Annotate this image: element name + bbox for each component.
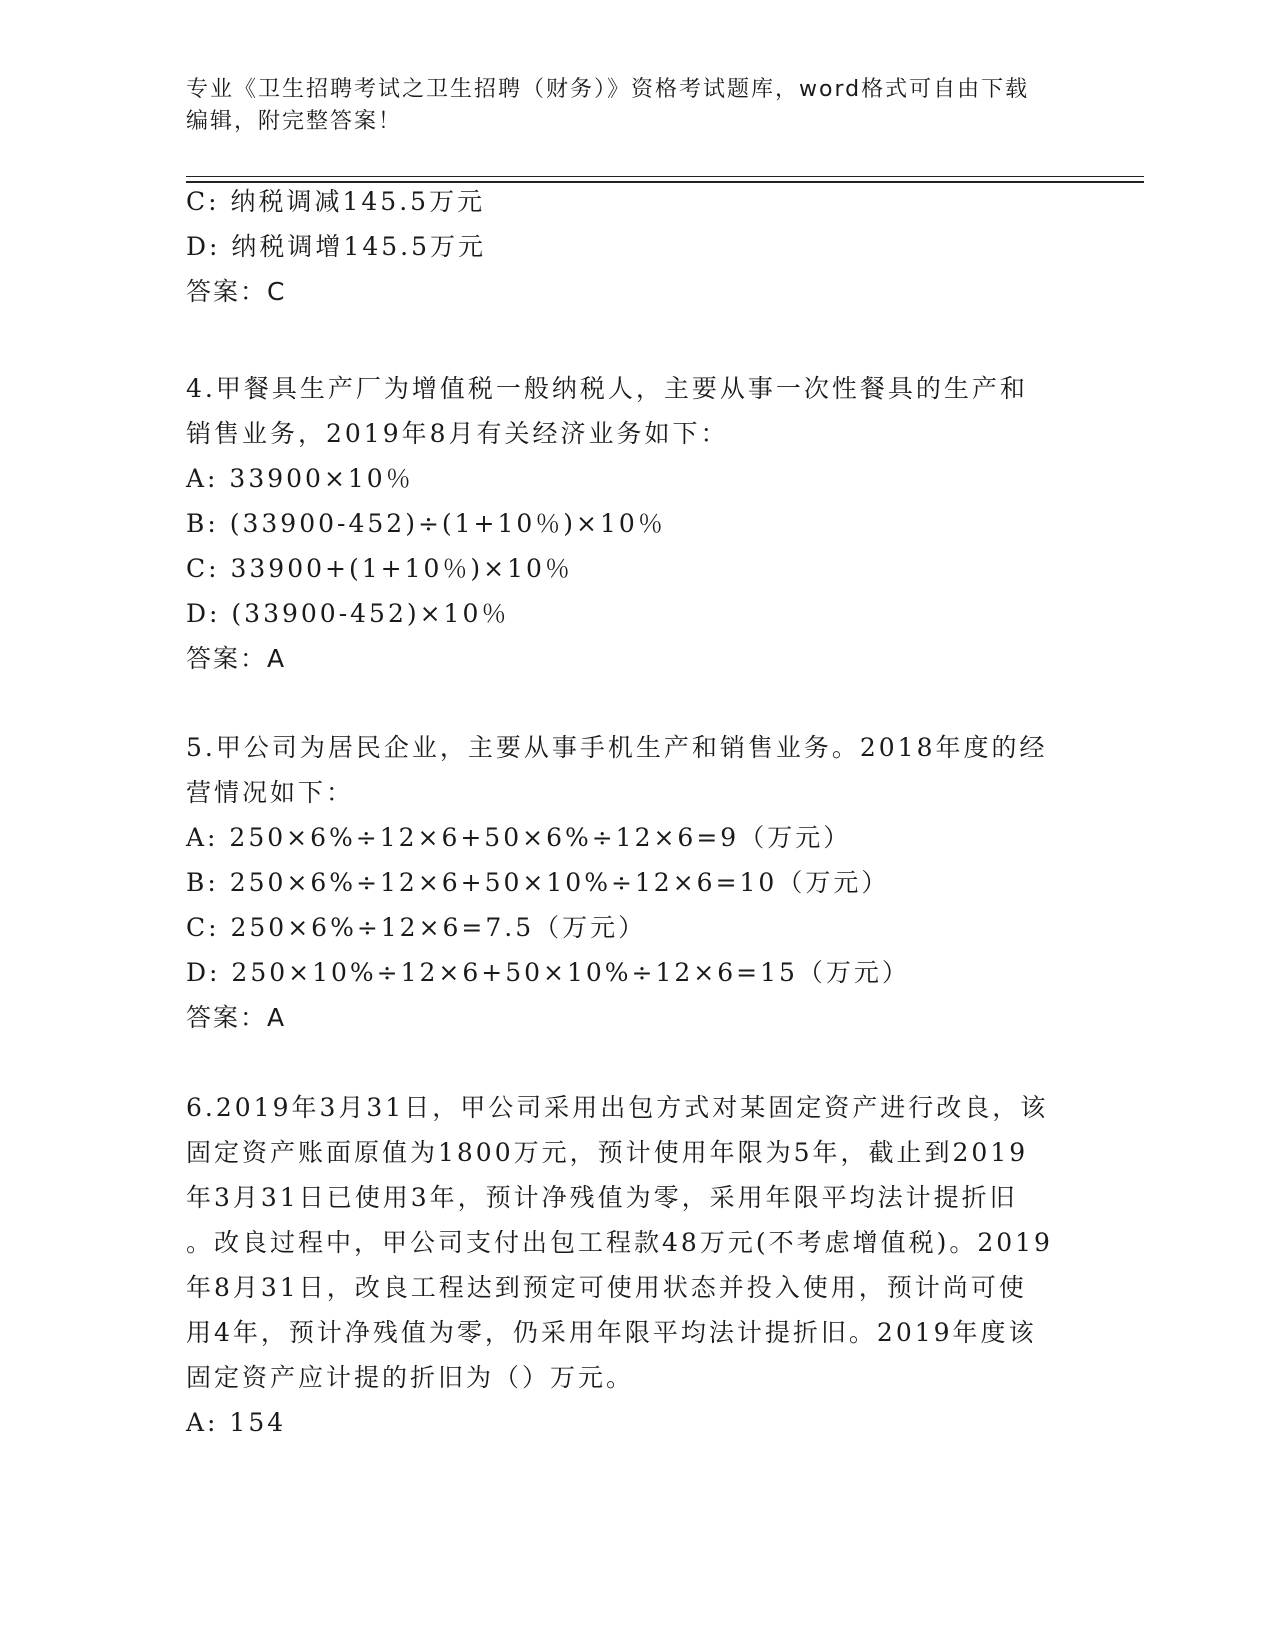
q3-answer: 答案：C bbox=[186, 277, 287, 306]
q5-option-d: D: 250×10%÷12×6+50×10%÷12×6=15（万元） bbox=[186, 958, 910, 987]
q6-stem-line-2: 固定资产账面原值为1800万元，预计使用年限为5年，截止到2019 bbox=[186, 1138, 1029, 1167]
q6-stem-line-1: 6.2019年3月31日，甲公司采用出包方式对某固定资产进行改良，该 bbox=[186, 1093, 1049, 1122]
q3-option-c: C: 纳税调减145.5万元 bbox=[186, 187, 486, 216]
q6-stem-line-6: 用4年，预计净残值为零，仍采用年限平均法计提折旧。2019年度该 bbox=[186, 1318, 1037, 1347]
q6-stem-line-7: 固定资产应计提的折旧为（）万元。 bbox=[186, 1363, 635, 1392]
q6-option-a: A: 154 bbox=[186, 1408, 287, 1437]
q6-stem-line-3: 年3月31日已使用3年，预计净残值为零，采用年限平均法计提折旧 bbox=[186, 1183, 1018, 1212]
q5-option-b: B: 250×6%÷12×6+50×10%÷12×6=10（万元） bbox=[186, 868, 890, 897]
q4-answer: 答案：A bbox=[186, 644, 287, 673]
q4-option-b: B: (33900-452)÷(1+10％)×10％ bbox=[186, 509, 666, 538]
q4-option-c: C: 33900+(1+10％)×10％ bbox=[186, 554, 573, 583]
q5-option-c: C: 250×6%÷12×6=7.5（万元） bbox=[186, 913, 647, 942]
q5-stem-line-1: 5.甲公司为居民企业，主要从事手机生产和销售业务。2018年度的经 bbox=[186, 733, 1048, 762]
header-line-2: 编辑，附完整答案！ bbox=[186, 109, 403, 134]
document-header bbox=[186, 74, 1066, 138]
q5-answer: 答案：A bbox=[186, 1003, 287, 1032]
header-divider-thin bbox=[186, 176, 1144, 177]
q3-option-d: D: 纳税调增145.5万元 bbox=[186, 232, 486, 261]
q6-stem-line-5: 年8月31日，改良工程达到预定可使用状态并投入使用，预计尚可使 bbox=[186, 1273, 1027, 1302]
header-line-1: 专业《卫生招聘考试之卫生招聘（财务）》资格考试题库，word格式可自由下载 bbox=[186, 77, 1030, 102]
q4-option-d: D: (33900-452)×10％ bbox=[186, 599, 510, 628]
header-divider-thick bbox=[186, 181, 1144, 183]
q6-stem-line-4: 。改良过程中，甲公司支付出包工程款48万元(不考虑增值税)。2019 bbox=[186, 1228, 1053, 1257]
q4-stem-line-2: 销售业务，2019年8月有关经济业务如下： bbox=[186, 419, 729, 448]
q4-stem-line-1: 4.甲餐具生产厂为增值税一般纳税人，主要从事一次性餐具的生产和 bbox=[186, 374, 1028, 403]
q4-option-a: A: 33900×10％ bbox=[186, 464, 414, 493]
q5-option-a: A: 250×6%÷12×6+50×6%÷12×6=9（万元） bbox=[186, 823, 852, 852]
q5-stem-line-2: 营情况如下： bbox=[186, 778, 355, 807]
